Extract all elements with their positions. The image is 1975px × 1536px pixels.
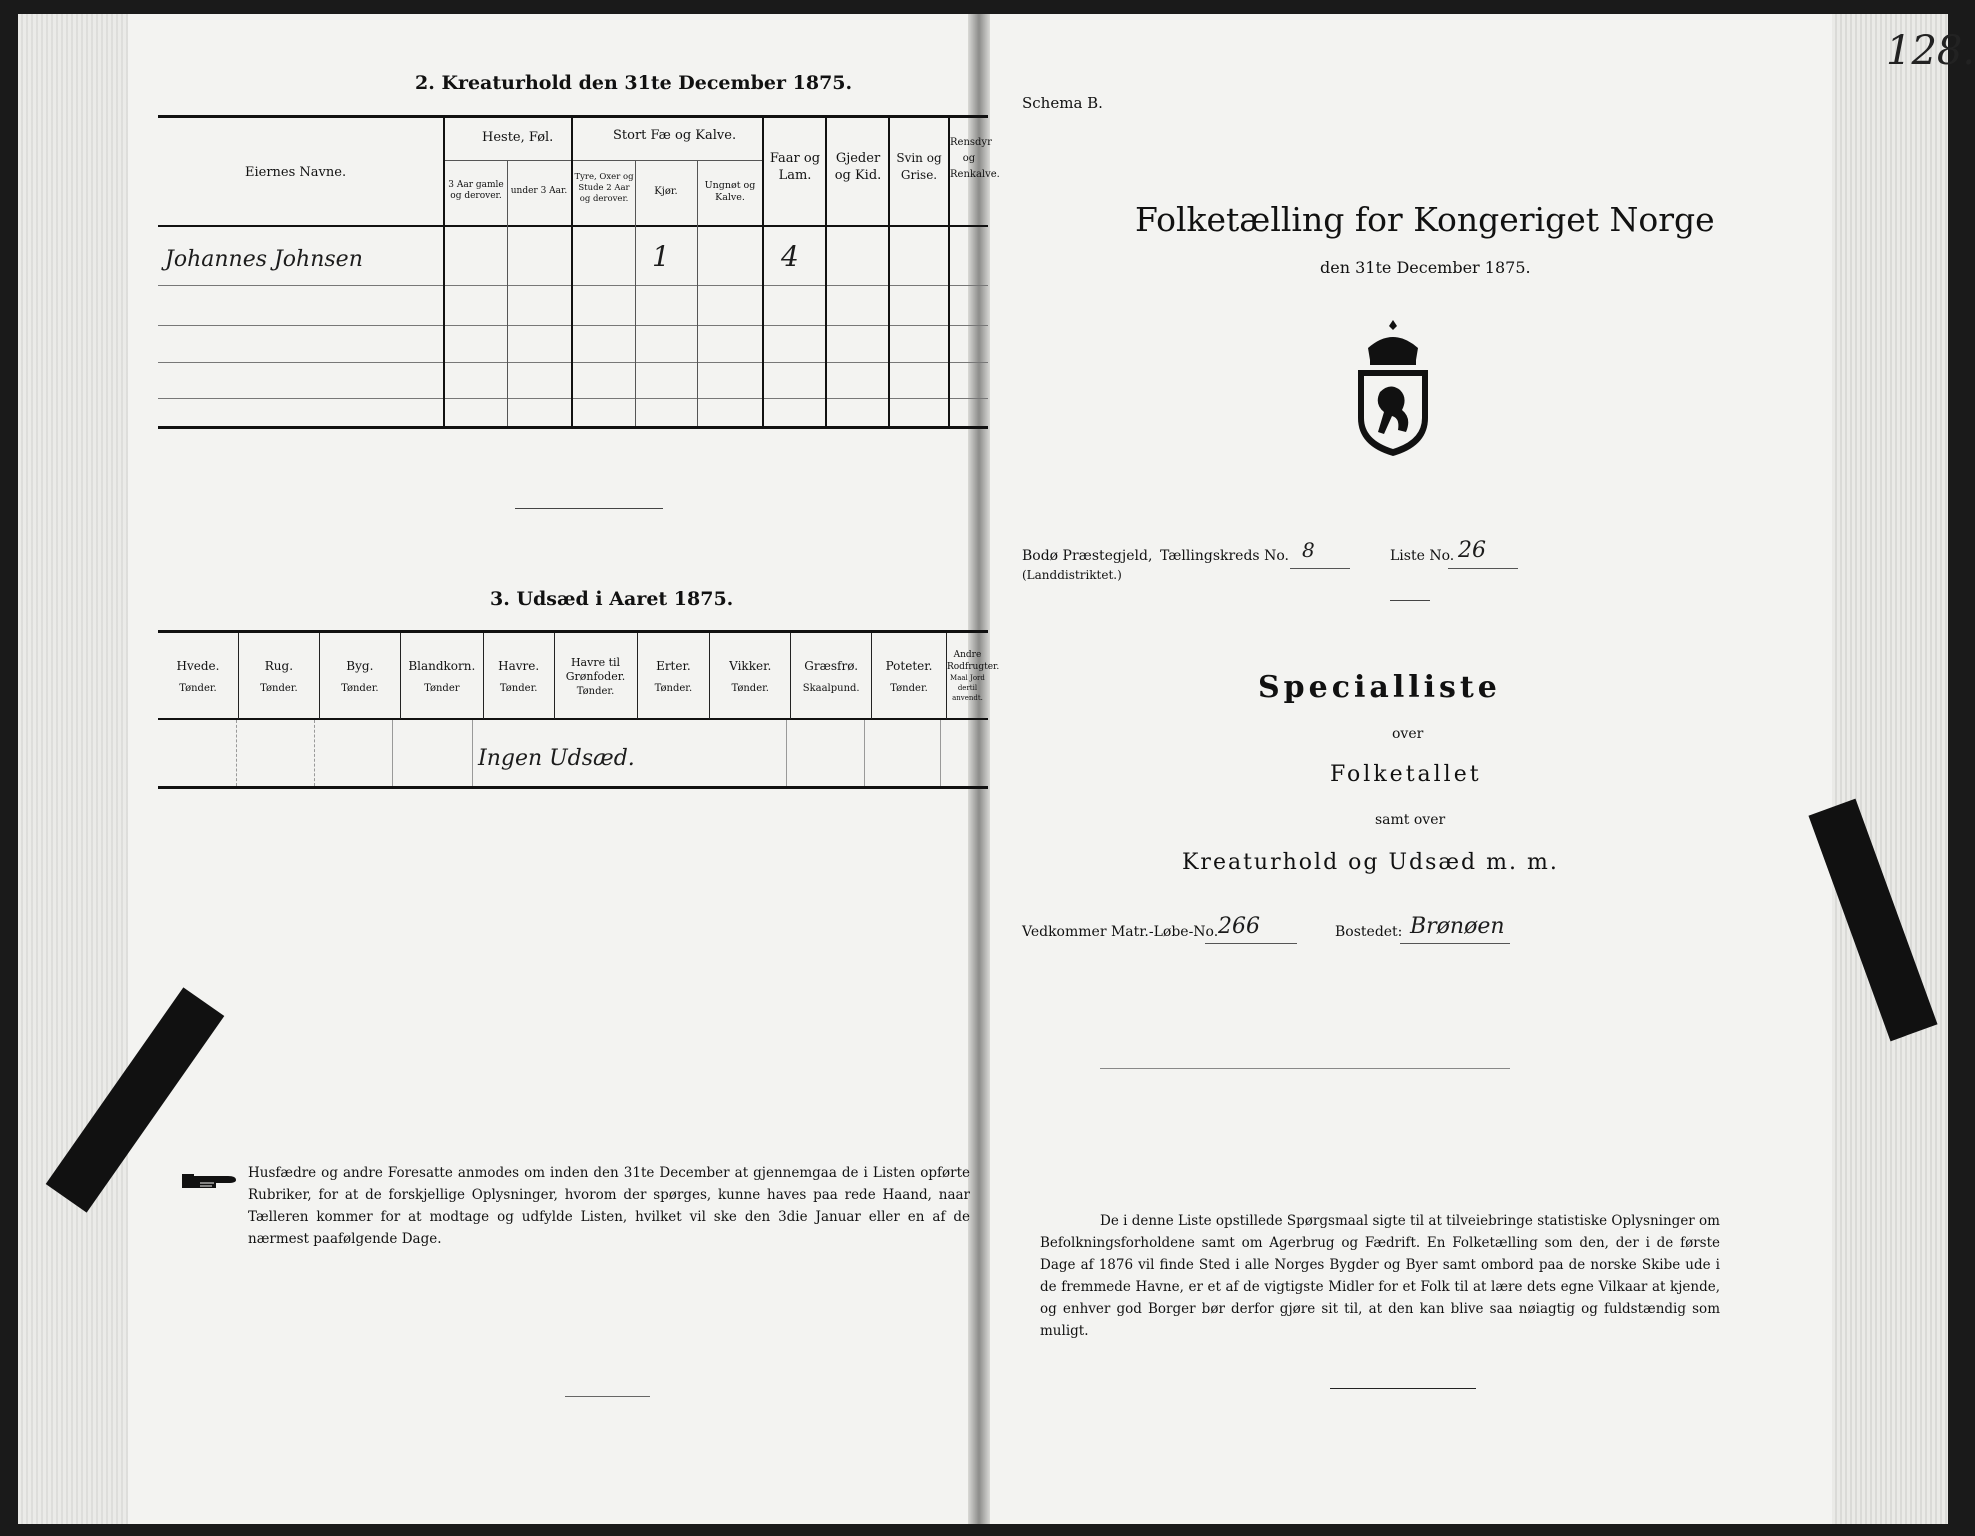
- matr-value: 266: [1218, 914, 1260, 939]
- district-underline: [1290, 568, 1350, 569]
- list-underline: [1448, 568, 1518, 569]
- left-page-edges: [18, 14, 128, 1524]
- table2-top-rule: [158, 115, 988, 118]
- parish-label: Bodø Præstegjeld,: [1022, 548, 1153, 564]
- col-rule: [825, 118, 827, 426]
- census-title: Folketælling for Kongeriget Norge: [1135, 200, 1715, 239]
- list-value: 26: [1458, 538, 1486, 563]
- subheader-line: [573, 160, 762, 161]
- census-date: den 31te December 1875.: [1320, 258, 1531, 277]
- row-line: [158, 362, 988, 363]
- header-text: Havre.: [498, 658, 540, 673]
- seed-col-mixed: [400, 633, 483, 719]
- schema-label: Schema B.: [1022, 94, 1103, 112]
- bosted-underline: [1400, 943, 1510, 944]
- header-text: Tønder.: [890, 682, 928, 694]
- header-text: Byg.: [346, 658, 374, 673]
- row-line: [158, 398, 988, 399]
- header-text: Maal Jord dertil anvendt.: [950, 674, 985, 702]
- book-gutter: [968, 14, 990, 1524]
- col-rule: [236, 720, 238, 786]
- col-goats-header: Gjeder og Kid.: [834, 151, 882, 183]
- seed-col-oats-green: [554, 633, 637, 719]
- subcol-line: [507, 160, 508, 426]
- header-text: Havre til Grønfoder.: [565, 655, 626, 683]
- header-text: Poteter.: [885, 658, 933, 673]
- folketallet-label: Folketallet: [1330, 762, 1482, 787]
- sub-young-header: Ungnøt og Kalve.: [704, 180, 756, 203]
- row-line: [158, 285, 988, 286]
- seed-table-header: [158, 633, 1000, 719]
- col-reindeer-header: Rensdyr og Renkalve.: [950, 137, 1000, 180]
- separator-rule: [515, 508, 663, 509]
- seed-col-oats: [483, 633, 554, 719]
- col-rule: [392, 720, 394, 786]
- table3-bottom-rule: [158, 786, 988, 789]
- page-number: 128.: [1886, 28, 1975, 74]
- footer-rule: [1330, 1388, 1476, 1389]
- col-pigs-header: Svin og Grise.: [896, 151, 942, 182]
- kreaturhold-label: Kreaturhold og Udsæd m. m.: [1182, 850, 1559, 875]
- notice-text: Husfædre og andre Foresatte anmodes om inden den 31te December at gjennemgaa de i Listen opførte Rubriker, for at de forskjellige Oplysninger, hvorom der spørges, kunne haves paa rede Haand, naar Tælleren kommer for at modtage og udfylde Listen, hvilket vil ske den 3die Januar eller en af de nærmest paafølgende Dage.: [248, 1165, 970, 1247]
- col-rule: [940, 720, 942, 786]
- header-text: Vikker.: [729, 658, 772, 673]
- header-text: Andre Rodfrugter.: [946, 650, 1000, 672]
- header-text: Tønder.: [731, 682, 769, 694]
- bosted-value: Brønøen: [1410, 914, 1505, 939]
- dotted-rule: [1100, 1068, 1510, 1069]
- matr-underline: [1205, 943, 1297, 944]
- section3-title: 3. Udsæd i Aaret 1875.: [490, 588, 734, 610]
- header-text: Tønder.: [260, 682, 298, 694]
- col-rule: [472, 720, 474, 786]
- separator-rule: [1390, 600, 1430, 601]
- col-rule: [571, 118, 573, 426]
- right-page-edges: [1832, 14, 1948, 1524]
- group-horses-header: Heste, Føl.: [482, 130, 554, 145]
- special-title: Specialliste: [1258, 670, 1501, 705]
- subcol-line: [697, 160, 698, 426]
- matr-label: Vedkommer Matr.-Løbe-No.: [1022, 924, 1219, 940]
- seed-col-peas: [637, 633, 710, 719]
- samt-over-label: samt over: [1375, 812, 1446, 828]
- col-rule: [314, 720, 316, 786]
- sub-horses-young-header: under 3 Aar.: [510, 186, 568, 196]
- sub-cows-header: Kjør.: [654, 186, 678, 197]
- col-rule: [864, 720, 866, 786]
- seed-col-roots: [946, 633, 1000, 719]
- header-text: Tønder.: [576, 685, 615, 697]
- header-text: Tønder.: [499, 682, 538, 694]
- col-rule: [786, 720, 788, 786]
- footer-text: De i denne Liste opstillede Spørgsmaal sigte til at tilveiebringe statistiske Oplysninger om Befolkningsforholdene samt om Agerbrug og Fædrift. En Folketælling som den, der i de første Dage af 1876 vil finde Sted i alle Norges Bygder og Byer samt ombord paa de norske Skibe ude i de fremmede Havne, er et af de vigtigste Midler for et Folk til at lære dets egne Vilkaar at kjende, og enhver god Borger bør derfor gjøre sit til, at den kan blive saa nøiagtig og fuldstændig som muligt.: [1040, 1213, 1720, 1339]
- table2-header-rule: [158, 225, 988, 227]
- norway-coat-of-arms-icon: [1350, 318, 1436, 462]
- header-text: Græsfrø.: [804, 658, 859, 673]
- parish-sub: (Landdistriktet.): [1022, 568, 1122, 582]
- table2-bottom-rule: [158, 426, 988, 429]
- group-cattle-header: Stort Fæ og Kalve.: [613, 128, 737, 143]
- header-text: Tønder: [424, 682, 460, 694]
- header-text: Rug.: [264, 658, 294, 673]
- district-label: Tællingskreds No.: [1160, 548, 1289, 564]
- bosted-label: Bostedet:: [1335, 924, 1403, 940]
- header-text: Tønder.: [179, 682, 217, 694]
- owner-name-cell: Johannes Johnsen: [165, 247, 363, 272]
- seed-col-grass: [791, 633, 872, 719]
- seed-col-wheat: [158, 633, 238, 719]
- col-owner-header: Eiernes Navne.: [245, 165, 347, 180]
- col-rule: [443, 118, 445, 426]
- seed-col-barley: [319, 633, 400, 719]
- seed-col-rye: [238, 633, 319, 719]
- header-text: Skaalpund.: [802, 682, 860, 694]
- col-rule: [762, 118, 764, 426]
- seed-col-vetch: [710, 633, 791, 719]
- sub-bulls-header: Tyre, Oxer og Stude 2 Aar og derover.: [574, 172, 634, 204]
- seed-col-potato: [872, 633, 947, 719]
- district-value: 8: [1302, 538, 1315, 562]
- header-text: Tønder.: [654, 682, 693, 694]
- sheep-count-cell: 4: [781, 240, 799, 273]
- cows-count-cell: 1: [652, 240, 670, 273]
- subcol-line: [635, 160, 636, 426]
- subheader-line: [445, 160, 571, 161]
- section2-title: 2. Kreaturhold den 31te December 1875.: [415, 72, 853, 94]
- pointing-hand-icon: [180, 1168, 240, 1198]
- row-line: [158, 325, 988, 326]
- sub-horses-old-header: 3 Aar gamle og derover.: [448, 180, 504, 201]
- header-text: Blandkorn.: [408, 658, 476, 673]
- header-text: Tønder.: [341, 682, 379, 694]
- header-text: Hvede.: [176, 658, 220, 673]
- header-text: Erter.: [656, 658, 691, 673]
- footer-rule: [565, 1396, 650, 1397]
- col-sheep-header: Faar og Lam.: [769, 151, 821, 183]
- over-label: over: [1392, 726, 1424, 742]
- seed-entry: Ingen Udsæd.: [478, 746, 635, 771]
- list-label: Liste No.: [1390, 548, 1455, 564]
